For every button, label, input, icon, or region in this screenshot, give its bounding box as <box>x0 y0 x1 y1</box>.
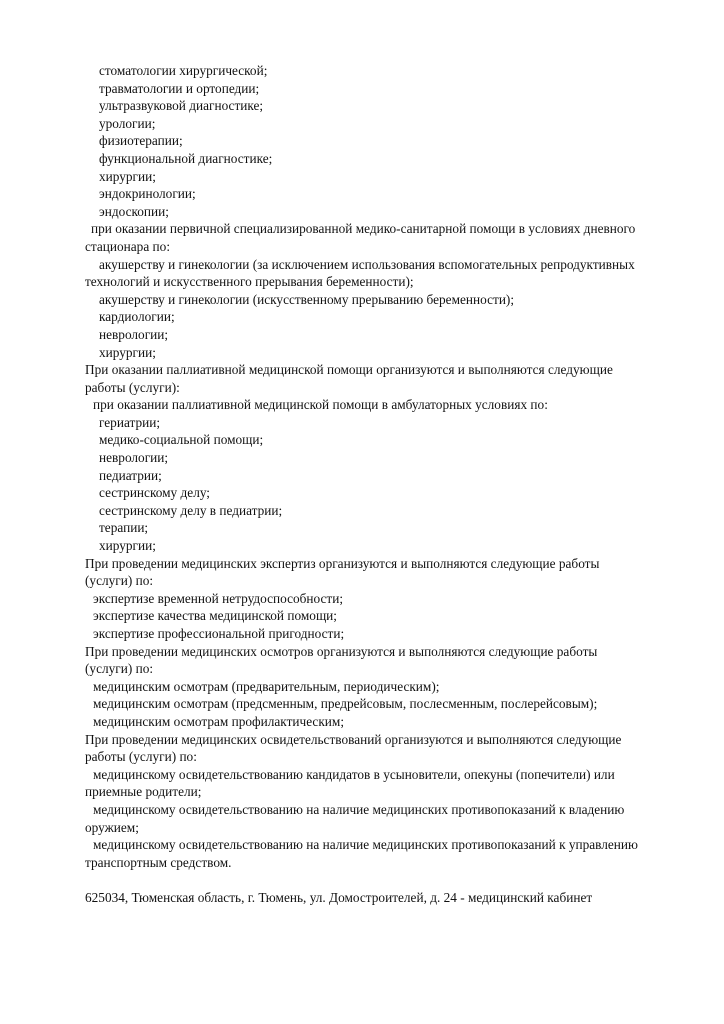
list-item: сестринскому делу; <box>99 485 210 501</box>
list-item: физиотерапии; <box>99 133 183 149</box>
list-item: травматологии и ортопедии; <box>99 80 260 96</box>
list-item: медицинскому освидетельствованию на наличие медицинских противопоказаний к управлению <box>93 837 638 853</box>
list-item: функциональной диагностике; <box>99 150 273 166</box>
section-heading: При проведении медицинских экспертиз организуются и выполняются следующие работы <box>85 555 600 571</box>
list-item: урологии; <box>99 115 156 131</box>
list-item-continuation: оружием; <box>85 819 139 835</box>
section-heading: При оказании паллиативной медицинской помощи организуются и выполняются следующие <box>85 362 613 378</box>
list-item: экспертизе качества медицинской помощи; <box>93 608 337 624</box>
section-heading-continuation: работы (услуги) по: <box>85 749 197 765</box>
document-page <box>85 62 685 907</box>
list-item-continuation: приемные родители; <box>85 784 202 800</box>
list-item: медицинским осмотрам (предсменным, предрейсовым, послесменным, послерейсовым); <box>93 696 598 712</box>
list-item: акушерству и гинекологии (за исключением использования вспомогательных репродуктивных <box>99 256 635 272</box>
paragraph-gap <box>85 871 685 889</box>
list-item-continuation: транспортным средством. <box>85 854 232 870</box>
section-heading-continuation: работы (услуги): <box>85 379 180 395</box>
list-item: гериатрии; <box>99 414 161 430</box>
list-item: ультразвуковой диагностике; <box>99 98 264 114</box>
section-heading-continuation: (услуги) по: <box>85 661 154 677</box>
list-item: акушерству и гинекологии (искусственному прерыванию беременности); <box>99 291 515 307</box>
section-subheading-continuation: стационара по: <box>85 238 171 254</box>
address-line: 625034, Тюменская область, г. Тюмень, ул. Домостроителей, д. 24 - медицинский кабинет <box>85 889 593 905</box>
list-item: неврологии; <box>99 450 169 466</box>
list-item: стоматологии хирургической; <box>99 63 268 78</box>
list-item: хирургии; <box>99 538 156 554</box>
list-item: эндоскопии; <box>99 203 169 219</box>
section-heading: При проведении медицинских осмотров организуются и выполняются следующие работы <box>85 643 598 659</box>
list-item: терапии; <box>99 520 149 536</box>
list-item: медико-социальной помощи; <box>99 432 264 448</box>
section-heading: При проведении медицинских освидетельствований организуются и выполняются следующие <box>85 731 622 747</box>
list-item: медицинским осмотрам (предварительным, периодическим); <box>93 678 440 694</box>
section-subheading: при оказании паллиативной медицинской помощи в амбулаторных условиях по: <box>93 397 548 413</box>
list-item: хирургии; <box>99 344 156 360</box>
section-heading-continuation: (услуги) по: <box>85 573 154 589</box>
list-item: медицинскому освидетельствованию кандидатов в усыновители, опекуны (попечители) или <box>93 766 615 782</box>
list-item: педиатрии; <box>99 467 162 483</box>
list-item: медицинскому освидетельствованию на наличие медицинских противопоказаний к владению <box>93 801 625 817</box>
list-item: хирургии; <box>99 168 156 184</box>
list-item: эндокринологии; <box>99 186 196 202</box>
list-item: кардиологии; <box>99 309 175 325</box>
list-item: неврологии; <box>99 326 169 342</box>
list-item: экспертизе профессиональной пригодности; <box>93 626 345 641</box>
list-item: сестринскому делу в педиатрии; <box>99 502 283 518</box>
list-item: экспертизе временной нетрудоспособности; <box>93 590 344 606</box>
list-item: медицинским осмотрам профилактическим; <box>93 713 345 729</box>
section-subheading: при оказании первичной специализированной медико-санитарной помощи в условиях дневного <box>91 221 636 237</box>
list-item-continuation: технологий и искусственного прерывания беременности); <box>85 274 414 290</box>
